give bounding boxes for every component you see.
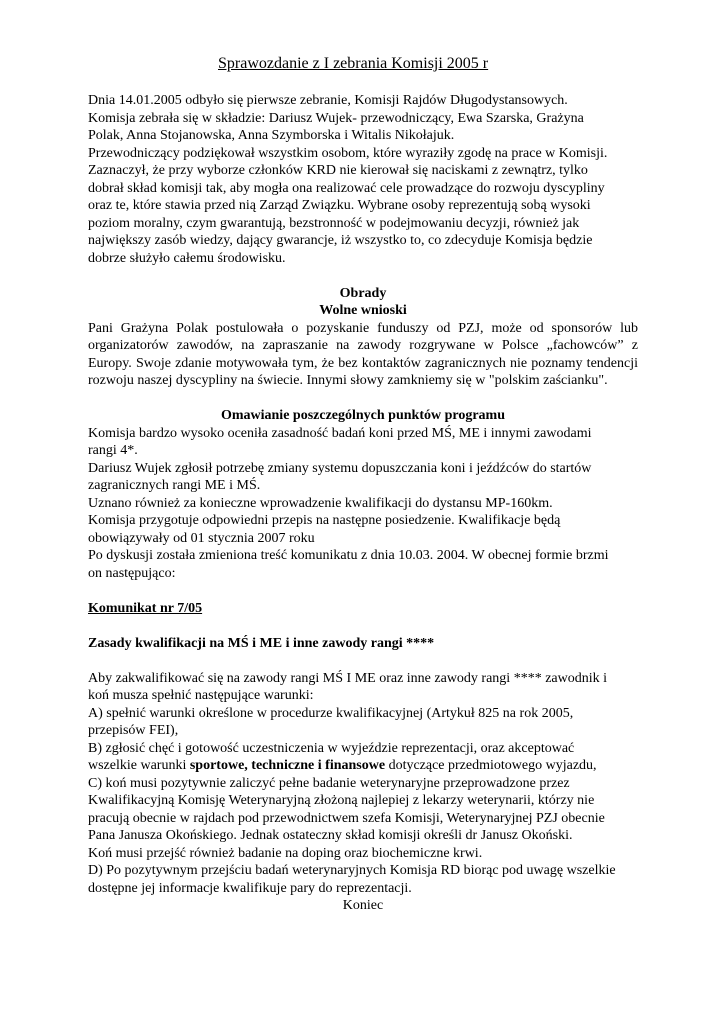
intro-line: dobrał skład komisji tak, aby mogła ona realizować cele prowadzące do rozwoju dyscypliny xyxy=(88,180,605,196)
intro-line: największy zasób wiedzy, dający gwarancje, iż wszystko to, co zdecyduje Komisja będzie xyxy=(88,233,593,248)
condition-line: Aby zakwalifikować się na zawody rangi MŚ I ME oraz inne zawody rangi **** zawodnik i xyxy=(88,670,608,686)
ending-text: Koniec xyxy=(342,898,384,913)
program-section xyxy=(88,425,638,583)
intro-line: Zaznaczył, że przy wyborze członków KRD nie kierował się naciskami z zewnątrz, tylko xyxy=(88,163,588,178)
program-line: Dariusz Wujek zgłosił potrzebę zmiany systemu dopuszczania koni i jeźdźców do startów xyxy=(88,460,592,476)
condition-line: B) zgłosić chęć i gotowość uczestniczenia w wyjeździe reprezentacji, oraz akceptować xyxy=(88,740,575,756)
wnioski-paragraph: Pani Grażyna Polak postulowała o pozyskanie funduszy od PZJ, może od sponsorów lub organizatorów zawodów, na zapraszanie na zawody rozgrywane w Polsce „fachowców” z Europy. Swoje zdanie motywowała tym, że bez kontaktów zagranicznych nie poznamy tendencji rozwoju naszej dyscypliny na świecie. Innymi słowy zamkniemy się w "polskim zaścianku". xyxy=(88,320,638,388)
intro-line: dobrze służyło całemu środowisku. xyxy=(88,250,286,266)
wnioski-heading: Wolne wnioski xyxy=(319,303,407,318)
condition-b-line xyxy=(88,757,638,775)
condition-line: przepisów FEI), xyxy=(88,723,179,738)
program-line: obowiązywały od 01 stycznia 2007 roku xyxy=(88,530,315,546)
condition-b-bold: sportowe, techniczne i finansowe xyxy=(189,758,386,773)
document-title: Sprawozdanie z I zebrania Komisji 2005 r xyxy=(218,55,489,72)
intro-line: Przewodniczący podziękował wszystkim osobom, które wyraziły zgodę na prace w Komisji. xyxy=(88,145,608,161)
condition-line: pracują obecnie w rajdach pod przewodnictwem szefa Komisji, Weterynaryjnej PZJ obecnie xyxy=(88,810,605,826)
intro-line: poziom moralny, czym gwarantują, bezstronność w podejmowaniu decyzji, również jak xyxy=(88,215,580,231)
intro-line: oraz te, które stawia przed nią Zarząd Związku. Wybrane osoby reprezentują sobą wysoki xyxy=(88,198,591,213)
program-line: Po dyskusji została zmieniona treść komunikatu z dnia 10.03. 2004. W obecnej formie brzmi xyxy=(88,548,609,563)
program-line: zagranicznych rangi ME i MŚ. xyxy=(88,478,261,493)
condition-line: Pana Janusza Okońskiego. Jednak ostateczny skład komisji określi dr Janusz Okoński. xyxy=(88,828,573,843)
conditions-section xyxy=(88,670,638,898)
program-line: Uznano również za konieczne wprowadzenie kwalifikacji do dystansu MP-160km. xyxy=(88,495,553,511)
condition-b-pre: wszelkie warunki xyxy=(88,758,190,773)
intro-section xyxy=(88,92,638,267)
condition-line: C) koń musi pozytywnie zaliczyć pełne badanie weterynaryjne przeprowadzone przez xyxy=(88,775,570,791)
intro-line: Polak, Anna Stojanowska, Anna Szymborska i Witalis Nikołajuk. xyxy=(88,128,455,143)
condition-line: A) spełnić warunki określone w procedurze kwalifikacyjnej (Artykuł 825 na rok 2005, xyxy=(88,705,574,721)
program-line: rangi 4*. xyxy=(88,443,138,458)
intro-line: Komisja zebrała się w składzie: Dariusz Wujek- przewodniczący, Ewa Szarska, Grażyna xyxy=(88,110,584,126)
condition-line: dostępne jej informacje kwalifikuje pary do reprezentacji. xyxy=(88,880,412,896)
intro-line: Dnia 14.01.2005 odbyło się pierwsze zebranie, Komisji Rajdów Długodystansowych. xyxy=(88,93,568,108)
program-line: Komisja bardzo wysoko oceniła zasadność badań koni przed MŚ, ME i innymi zawodami xyxy=(88,425,592,441)
program-line: Komisja przygotuje odpowiedni przepis na następne posiedzenie. Kwalifikacje będą xyxy=(88,513,561,528)
condition-line: Koń musi przejść również badanie na doping oraz biochemiczne krwi. xyxy=(88,845,483,861)
condition-line: D) Po pozytywnym przejściu badań weterynaryjnych Komisja RD biorąc pod uwagę wszelkie xyxy=(88,863,616,878)
program-heading: Omawianie poszczególnych punktów programu xyxy=(220,408,506,423)
obrady-heading: Obrady xyxy=(339,285,387,301)
program-line: on następująco: xyxy=(88,565,176,581)
document-body xyxy=(88,92,638,915)
zasady-heading: Zasady kwalifikacji na MŚ i ME i inne zawody rangi **** xyxy=(88,635,435,651)
condition-line: koń musza spełnić następujące warunki: xyxy=(88,688,314,703)
komunikat-heading: Komunikat nr 7/05 xyxy=(88,600,203,616)
condition-b-post: dotyczące przedmiotowego wyjazdu, xyxy=(385,758,597,773)
condition-line: Kwalifikacyjną Komisję Weterynaryjną złożoną najlepiej z lekarzy weterynarii, którzy nie xyxy=(88,793,595,808)
